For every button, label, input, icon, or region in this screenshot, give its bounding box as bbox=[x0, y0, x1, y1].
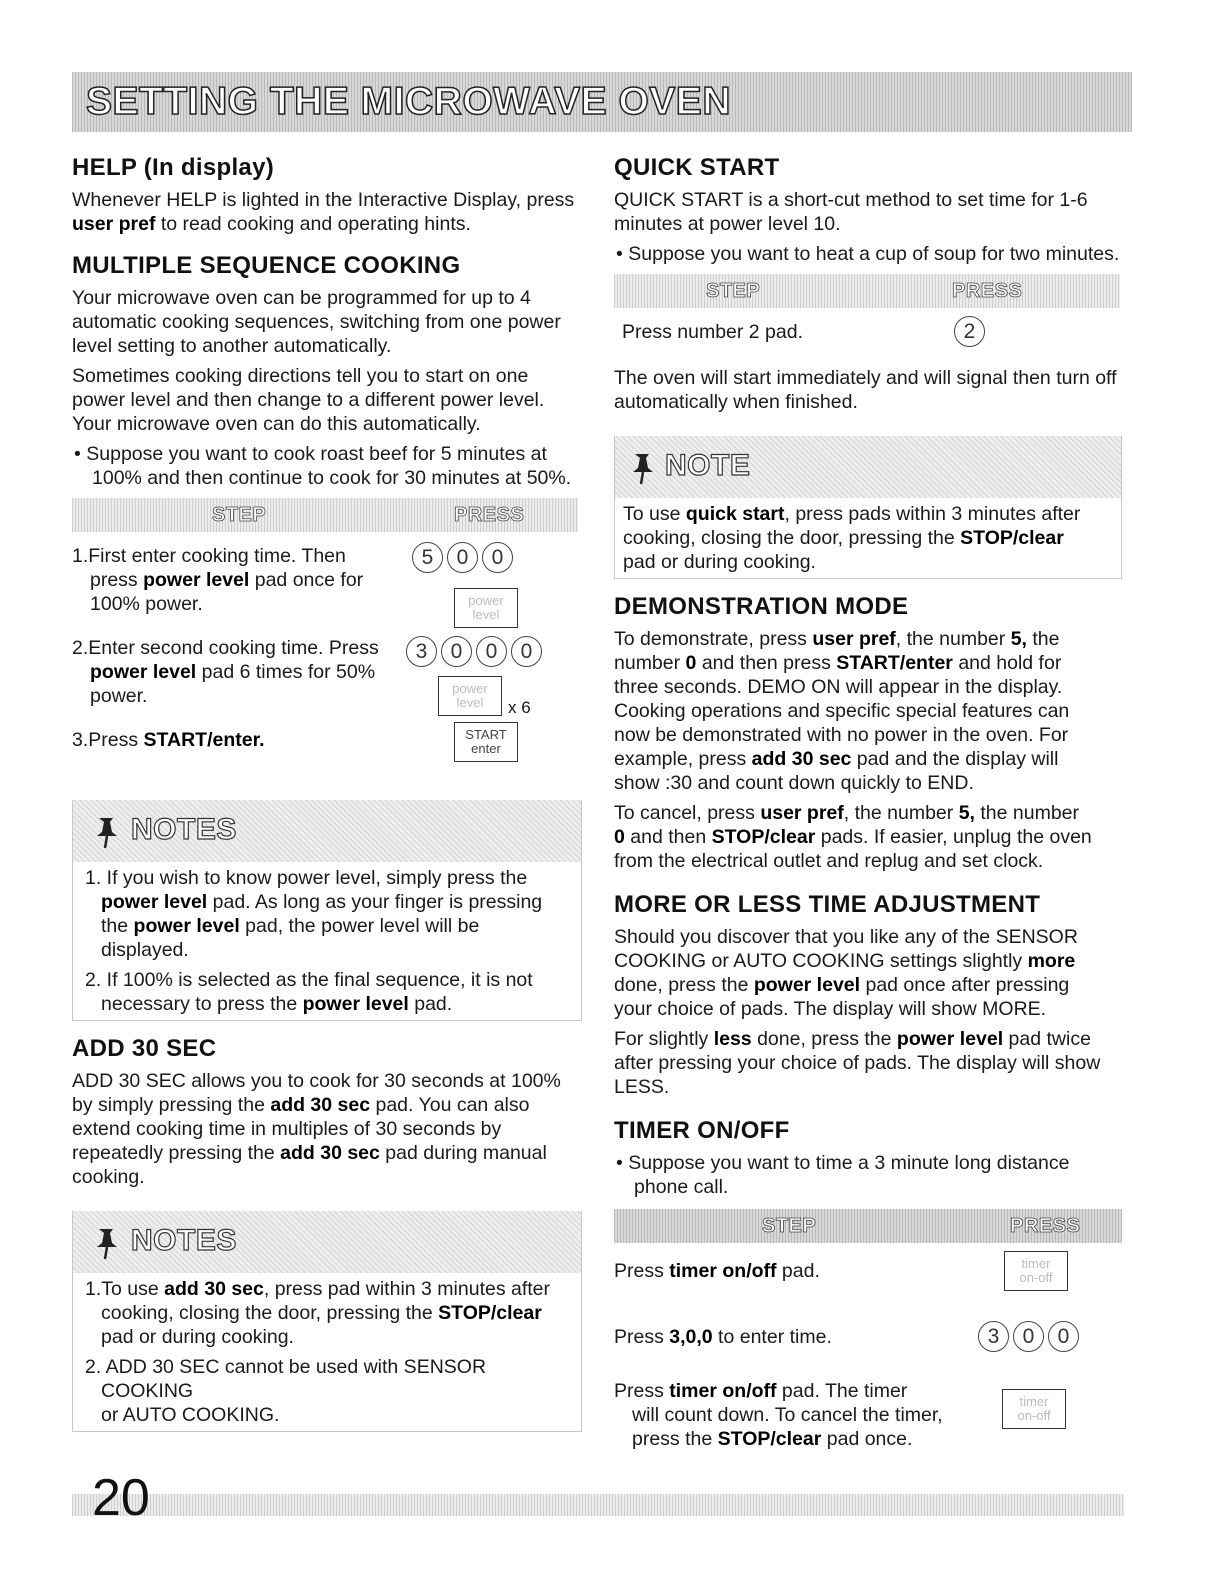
step-label: STEP bbox=[212, 504, 267, 526]
number-key[interactable]: 0 bbox=[1013, 1321, 1044, 1352]
multi-heading: MULTIPLE SEQUENCE COOKING bbox=[72, 252, 461, 279]
press-label: PRESS bbox=[1010, 1215, 1081, 1237]
power-level-pad[interactable]: power level bbox=[454, 588, 518, 628]
notes-header bbox=[73, 800, 581, 862]
number-key[interactable]: 3 bbox=[406, 636, 437, 667]
note-header bbox=[615, 436, 1121, 498]
page-number: 20 bbox=[92, 1469, 150, 1527]
note-item: 1.To use add 30 sec, press pad within 3 minutes after cooking, closing the door, pressing the STOP/clear pad or during cooking. bbox=[85, 1278, 551, 1348]
add30-text: ADD 30 SEC allows you to cook for 30 seconds at 100% by simply pressing the add 30 sec pad. You can also extend cooking time in multiples of 30 seconds by repeatedly pressing the add 30 sec pad during manual cooking. bbox=[72, 1070, 561, 1188]
pushpin-icon bbox=[629, 450, 657, 486]
notes-title: NOTES bbox=[131, 813, 237, 846]
multi-step-1-keys bbox=[412, 542, 517, 573]
multi-step-2 bbox=[72, 632, 582, 722]
demo-p1: To demonstrate, press user pref, the number 5, the number 0 and then press START/enter and hold for three seconds. DEMO ON will appear in the display. Cooking operations and specific special features can now be demonstrated with no power in the oven. For example, press add 30 sec pad and the display will show :30 and count down quickly to END. bbox=[614, 628, 1070, 794]
multi-step-2-text: 2.Enter second cooking time. Press power level pad 6 times for 50% power. bbox=[72, 637, 379, 707]
note-box bbox=[614, 436, 1122, 579]
timer-on-off-pad[interactable]: timer on-off bbox=[1004, 1251, 1068, 1291]
number-key[interactable]: 5 bbox=[412, 542, 443, 573]
quick-step-header bbox=[614, 274, 1120, 308]
multi-p1: Your microwave oven can be programmed for up to 4 automatic cooking sequences, switching from one power level setting to another automatically. bbox=[72, 287, 561, 357]
notes-body bbox=[73, 862, 581, 1020]
note-item: 2. ADD 30 SEC cannot be used with SENSOR COOKING or AUTO COOKING. bbox=[85, 1356, 487, 1426]
timer-heading: TIMER ON/OFF bbox=[614, 1117, 790, 1144]
timer-step-1 bbox=[614, 1243, 1122, 1307]
note-item: 1. If you wish to know power level, simply press the power level pad. As long as your finger is pressing the power level pad, the power level will be displayed. bbox=[85, 867, 543, 961]
quick-p1: QUICK START is a short-cut method to set time for 1-6 minutes at power level 10. bbox=[614, 189, 1088, 235]
multi-step-2-keys bbox=[406, 636, 546, 667]
multi-step-1-text: 1.First enter cooking time. Then press power level pad once for 100% power. bbox=[72, 545, 364, 615]
quick-p2: The oven will start immediately and will signal then turn off automatically when finished. bbox=[614, 367, 1117, 413]
right-column bbox=[614, 154, 1122, 1450]
multi-step-header bbox=[72, 498, 578, 532]
timer-step-3-text: Press timer on/off pad. The timer will count down. To cancel the timer, press the STOP/clear pad once. bbox=[614, 1380, 943, 1450]
multi-step-3-text: 3.Press START/enter. bbox=[72, 729, 265, 751]
note-item: 2. If 100% is selected as the final sequence, it is not necessary to press the power level pad. bbox=[85, 969, 533, 1015]
note-title: NOTE bbox=[665, 449, 751, 482]
left-column bbox=[72, 154, 582, 1432]
pushpin-icon bbox=[93, 1225, 121, 1261]
timer-step-header bbox=[614, 1209, 1122, 1243]
number-key[interactable]: 0 bbox=[511, 636, 542, 667]
timer-bullet: • Suppose you want to time a 3 minute long distance phone call. bbox=[616, 1152, 1070, 1198]
demo-heading: DEMONSTRATION MODE bbox=[614, 593, 909, 620]
number-key[interactable]: 0 bbox=[447, 542, 478, 573]
quick-heading: QUICK START bbox=[614, 154, 780, 181]
demo-p2: To cancel, press user pref, the number 5, the number 0 and then STOP/clear pads. If easier, unplug the oven from the electrical outlet and replug and set clock. bbox=[614, 802, 1092, 872]
press-label: PRESS bbox=[454, 504, 525, 526]
press-label: PRESS bbox=[952, 280, 1023, 302]
notes-header bbox=[73, 1211, 581, 1273]
notes-body bbox=[73, 1273, 581, 1431]
page-title: SETTING THE MICROWAVE OVEN bbox=[86, 80, 731, 123]
start-enter-pad[interactable]: START enter bbox=[454, 722, 518, 762]
timer-step-2 bbox=[614, 1307, 1122, 1365]
quick-bullet: • Suppose you want to heat a cup of soup for two minutes. bbox=[616, 243, 1120, 265]
timer-step-2-keys bbox=[978, 1321, 1083, 1352]
more-heading: MORE OR LESS TIME ADJUSTMENT bbox=[614, 891, 1041, 918]
multi-step-3 bbox=[72, 722, 582, 800]
timer-on-off-pad[interactable]: timer on-off bbox=[1002, 1389, 1066, 1429]
add30-heading: ADD 30 SEC bbox=[72, 1035, 217, 1062]
notes-box-1 bbox=[72, 800, 582, 1021]
number-key[interactable]: 0 bbox=[482, 542, 513, 573]
note-body: To use quick start, press pads within 3 minutes after cooking, closing the door, pressing the STOP/clear pad or during cooking. bbox=[623, 503, 1081, 573]
quick-step-1 bbox=[614, 308, 1122, 356]
timer-step-1-text: Press timer on/off pad. bbox=[614, 1260, 820, 1282]
more-p1: Should you discover that you like any of the SENSOR COOKING or AUTO COOKING settings slightly more done, press the power level pad once after pressing your choice of pads. The display will show MORE. bbox=[614, 926, 1078, 1020]
help-heading: HELP (In display) bbox=[72, 154, 275, 181]
multi-step-1 bbox=[72, 532, 582, 632]
step-label: STEP bbox=[706, 280, 761, 302]
number-key[interactable]: 0 bbox=[441, 636, 472, 667]
footer-bar bbox=[72, 1494, 1124, 1516]
page-banner bbox=[72, 72, 1132, 132]
timer-step-3 bbox=[614, 1365, 1122, 1450]
number-key[interactable]: 3 bbox=[978, 1321, 1009, 1352]
press-multiplier: x 6 bbox=[508, 698, 531, 717]
number-key[interactable]: 0 bbox=[1048, 1321, 1079, 1352]
multi-bullet: • Suppose you want to cook roast beef for 5 minutes at 100% and then continue to cook for 30 minutes at 50%. bbox=[74, 443, 572, 489]
more-p2: For slightly less done, press the power level pad twice after pressing your choice of pads. The display will show LESS. bbox=[614, 1028, 1101, 1098]
quick-step-1-text: Press number 2 pad. bbox=[622, 321, 804, 343]
notes-title: NOTES bbox=[131, 1224, 237, 1257]
step-label: STEP bbox=[762, 1215, 817, 1237]
help-text: Whenever HELP is lighted in the Interactive Display, press user pref to read cooking and operating hints. bbox=[72, 189, 575, 235]
timer-step-2-text: Press 3,0,0 to enter time. bbox=[614, 1326, 832, 1348]
power-level-pad[interactable]: power level bbox=[438, 676, 502, 716]
number-key[interactable]: 2 bbox=[954, 316, 985, 347]
pushpin-icon bbox=[93, 814, 121, 850]
number-key[interactable]: 0 bbox=[476, 636, 507, 667]
multi-p2: Sometimes cooking directions tell you to start on one power level and then change to a different power level. Your microwave oven can do this automatically. bbox=[72, 365, 545, 435]
notes-box-2 bbox=[72, 1211, 582, 1432]
